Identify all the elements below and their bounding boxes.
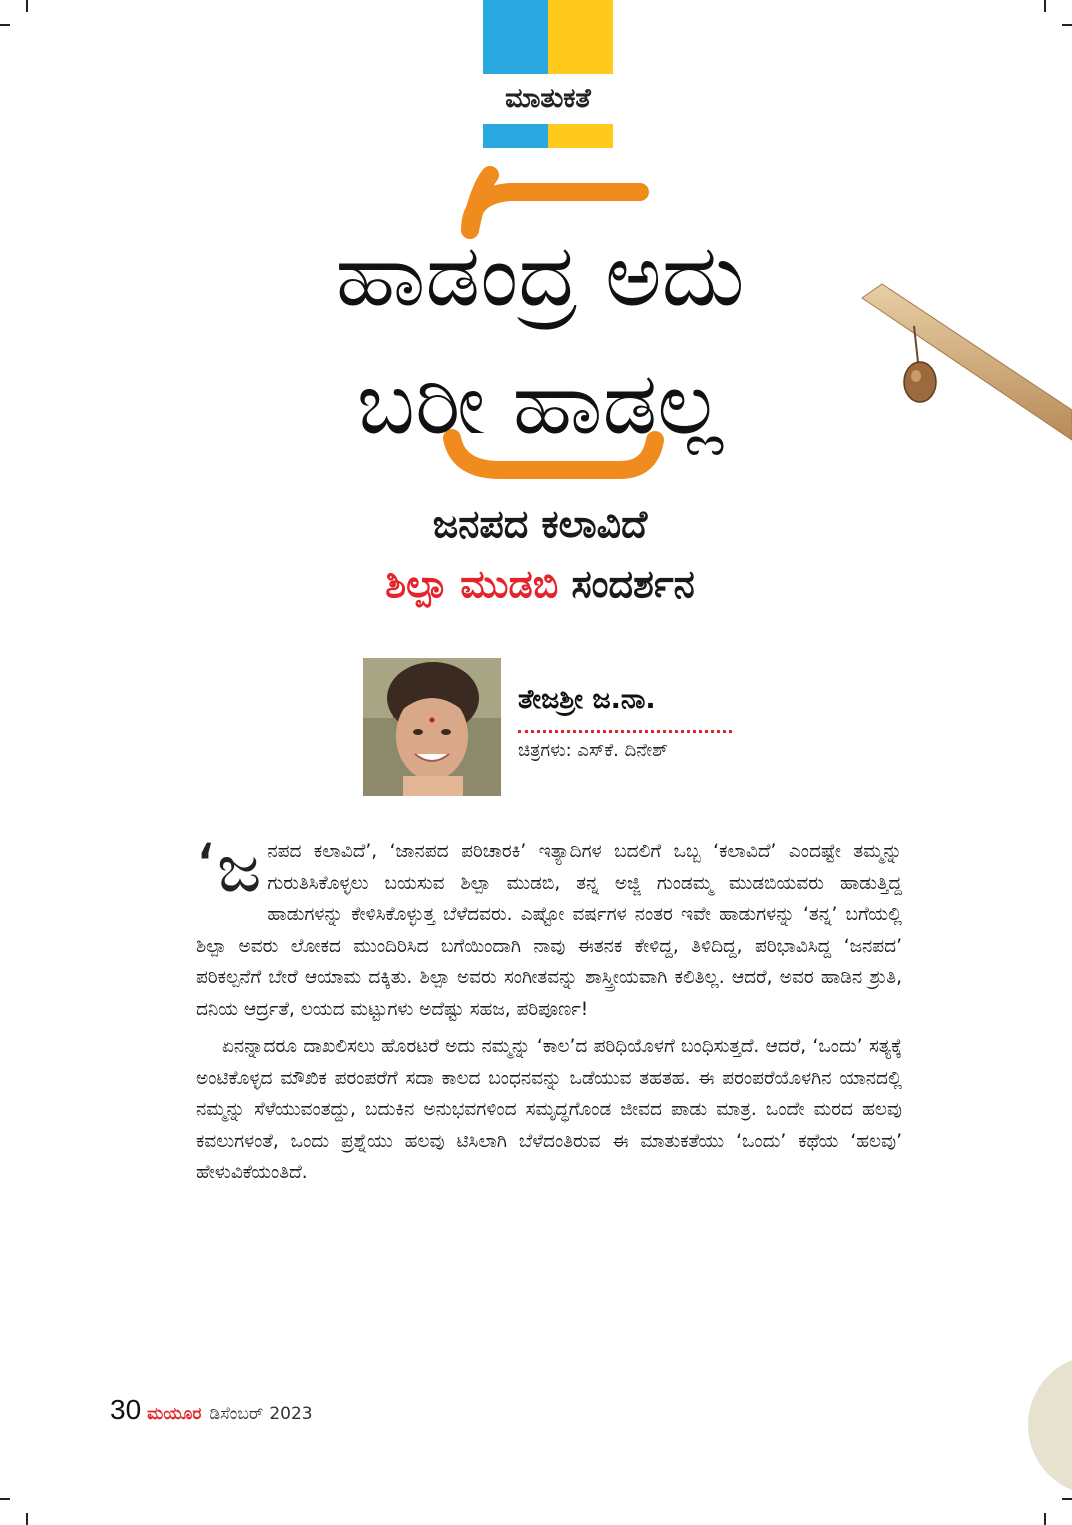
issue-year: 2023 [269,1404,313,1424]
page-number: 30 [110,1394,142,1425]
article-subtitle [150,494,930,614]
subtitle-line-1: ಜನಪದ ಕಲಾವಿದೆ [432,502,648,546]
crop-mark [26,1513,28,1525]
body-paragraph-2: ಏನನ್ನಾದರೂ ದಾಖಲಿಸಲು ಹೊರಟರೆ ಅದು ನಮ್ಮನ್ನು ‘ಕಾಲ’ದ ಪರಿಧಿಯೊಳಗೆ ಬಂಧಿಸುತ್ತದೆ. ಆದರೆ, ‘ಒಂದು’ ಸತ್ಯಕ್ಕೆ ಅಂಟಿಕೊಳ್ಳದ ಮೌಖಿಕ ಪರಂಪರೆಗೆ ಸದಾ ಕಾಲದ ಬಂಧನವನ್ನು ಒಡೆಯುವ ತಹತಹ. ಈ ಪರಂಪರೆಯೊಳಗಿನ ಯಾನದಲ್ಲಿ ನಮ್ಮನ್ನು ಸೆಳೆಯುವಂತದ್ದು, ಬದುಕಿನ ಅನುಭವಗಳಿಂದ ಸಮೃದ್ಧಗೊಂಡ ಜೀವದ ಪಾಡು ಮಾತ್ರ. ಒಂದೇ ಮರದ ಹಲವು ಕವಲುಗಳಂತೆ, ಒಂದು ಪ್ರಶ್ನೆಯು ಹಲವು ಟಿಸಿಲಾಗಿ ಬೆಳೆದಂತಿರುವ ಈ ಮಾತುಕತೆಯು ‘ಒಂದು’ ಕಥೆಯ ‘ಹಲವು’ ಹೇಳುವಿಕೆಯಂತಿದೆ. [196,1036,902,1183]
article-headline [150,212,930,468]
body-paragraph-1-text: ನಪದ ಕಲಾವಿದೆ’, ‘ಜಾನಪದ ಪರಿಚಾರಕಿ’ ಇತ್ಯಾದಿಗಳ ಬದಲಿಗೆ ಒಬ್ಬ ‘ಕಲಾವಿದೆ’ ಎಂದಷ್ಟೇ ತಮ್ಮನ್ನು ಗುರುತಿಸಿಕೊಳ್ಳಲು ಬಯಸುವ ಶಿಲ್ಪಾ ಮುಡಬಿ, ತನ್ನ ಅಜ್ಜಿ ಗುಂಡಮ್ಮ ಮುಡಬಿಯವರು ಹಾಡುತ್ತಿದ್ದ ಹಾಡುಗಳನ್ನು ಕೇಳಿಸಿಕೊಳ್ಳುತ್ತ ಬೆಳೆದವರು. ಎಷ್ಟೋ ವರ್ಷಗಳ ನಂತರ ಇವೇ ಹಾಡುಗಳನ್ನು ‘ತನ್ನ’ ಬಗೆಯಲ್ಲಿ ಶಿಲ್ಪಾ ಅವರು ಲೋಕದ ಮುಂದಿರಿಸಿದ ಬಗೆಯಿಂದಾಗಿ ನಾವು ಈತನಕ ಕೇಳಿದ್ದ, ತಿಳಿದಿದ್ದ, ಪರಿಭಾವಿಸಿದ್ದ ‘ಜನಪದ’ ಪರಿಕಲ್ಪನೆಗೆ ಬೇರೆ ಆಯಾಮ ದಕ್ಕಿತು. ಶಿಲ್ಪಾ ಅವರು ಸಂಗೀತವನ್ನು ಶಾಸ್ತ್ರೀಯವಾಗಿ ಕಲಿತಿಲ್ಲ. ಆದರೆ, ಅವರ ಹಾಡಿನ ಶ್ರುತಿ, ದನಿಯ ಆರ್ದ್ರತೆ, ಲಯದ ಮಟ್ಟುಗಳು ಅದೆಷ್ಟು ಸಹಜ, ಪರಿಪೂರ್ಣ! [196,841,902,1020]
headline-line-1: ಹಾಡಂದ್ರ ಅದು [335,226,745,326]
author-photo [363,658,501,796]
issue-month: ಡಿಸೆಂಬರ್ [209,1404,264,1424]
author-divider [518,730,732,733]
headline-line-2: ಬರೀ ಹಾಡಲ್ಲ [356,354,724,454]
drop-cap: ‘ಜ [196,830,262,907]
crop-mark [1062,1498,1072,1500]
magazine-name: ಮಯೂರ [147,1404,202,1424]
body-paragraph-1 [196,830,902,1025]
author-name: ತೇಜಶ್ರೀ ಜ.ನಾ. [518,684,656,715]
decorative-circle [1028,1355,1072,1495]
crop-mark [1044,1513,1046,1525]
interviewee-name: ಶಿಲ್ಪಾ ಮುಡಬಿ [385,562,559,606]
subtitle-line-2 [150,554,930,614]
section-tag-label: ಮಾತುಕತೆ [505,83,591,114]
article-body [196,830,902,1195]
page-footer [110,1394,313,1430]
crop-mark [0,1498,10,1500]
photo-credit: ಚಿತ್ರಗಳು: ಎಸ್‌ಕೆ. ದಿನೇಶ್ [518,740,668,761]
subtitle-interview-word: ಸಂದರ್ಶನ [571,562,695,606]
